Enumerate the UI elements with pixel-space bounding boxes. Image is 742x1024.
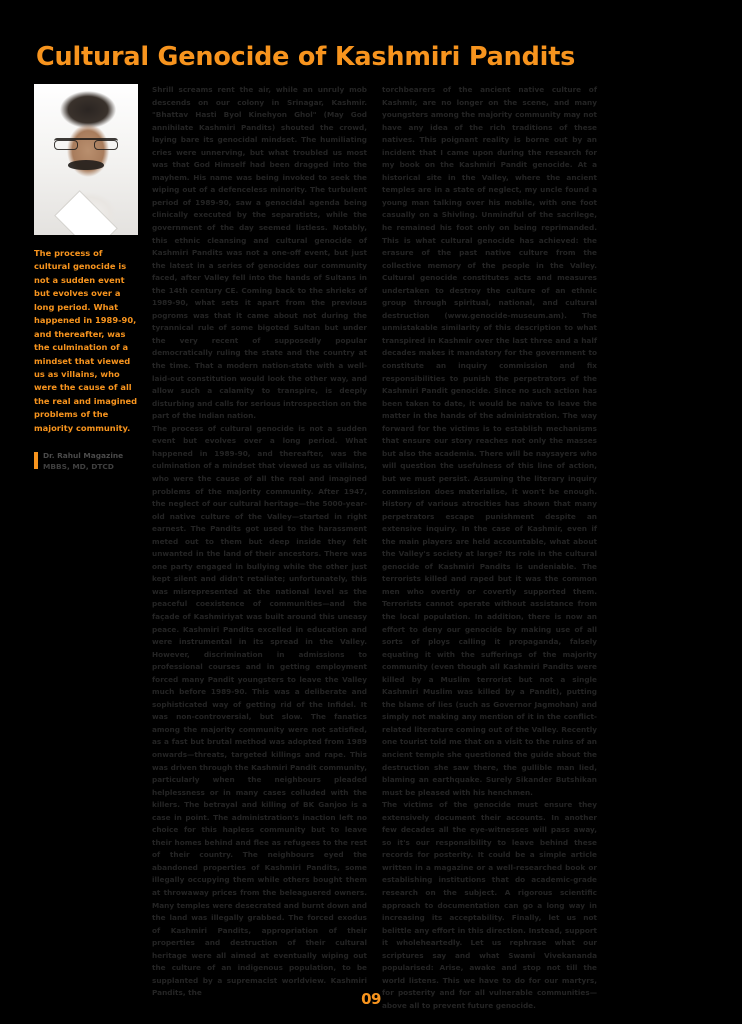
byline-accent-bar [34, 452, 38, 469]
author-name: Dr. Rahul Magazine [43, 451, 124, 461]
author-portrait-image [34, 84, 138, 235]
author-sidebar [34, 84, 138, 473]
author-credentials: MBBS, MD, DTCD [43, 461, 114, 471]
body-column-right [382, 84, 597, 1012]
paragraph: torchbearers of the ancient native culture of Kashmir, are no longer on the scene, and many youngsters among the majority community may not have any idea of the rich traditions of these natives. This poignant reality is borne out by an incident that I came upon during the research for my book on the Kashmiri Pandit genocide. At a historical site in the Valley, where the ancient temples are in a state of neglect, my uncle found a young man talking over his mobile, with one foot casually on a Shivling. Unmindful of the sacrilege, he remained his foot only on being reprimanded. This is what cultural genocide has achieved: the erasure of the past native culture from the collective memory of the people in the Valley. Cultural genocide constitutes acts and measures undertaken to destroy the culture of an ethnic group through spiritual, national, and cultural destruction (www.genocide-museum.am). The unmistakable similarity of this description to what transpired in Kashmir over the last three and a half decades makes it mandatory for the government to constitute an inquiry commission and fix responsibilities to punish the perpetrators of the Kashmiri Pandit genocide. Since no such action has been taken to date, it would be naïve to leave the matter in the hands of the administration. The way forward for the victims is to establish mechanisms that ensure our story reaches not only the masses but also the academia. There will be naysayers who will question the usefulness of this line of action, but we must persist. Assuming the literary inquiry commission does materialise, it won't be enough. History of various atrocities has shown that many perpetrators escape punishment despite an extensive inquiry. In the case of Kashmir, even if the main players are held accountable, what about the Valley's society at large? Its role in the cultural genocide of Kashmiri Pandits is undeniable. The terrorists killed and raped but it was the common men who overtly or covertly supported them. Terrorists cannot operate without assistance from the local population. In addition, there is now an effort to deny our genocide by making use of all sorts of ploys calling it propaganda, falsely equating it with the sufferings of the majority community (even though all Kashmiri Pandits were killed by a Muslim terrorist but not a single Kashmiri Muslim was killed by a Pandit), putting the blame of lies (such as Governor Jagmohan) and simply not making any mention of it in the conflict-related literature coming out of the Valley. Recently one tourist told me that on a visit to the ruins of an ancient temple she questioned the guide about the destruction she saw there, the gullible man lied, blaming an earthquake. Surely Sikander Butshikan must be pleased with his henchmen. [382, 85, 597, 797]
paragraph: The process of cultural genocide is not a sudden event but evolves over a long period. What happened in 1989-90, and thereafter, was the culmination of a mindset that viewed us as villains, who were the cause of all the real and imagined problems of the majority community. After 1947, the neglect of our cultural heritage—the 5000-year-old native culture of the Valley—started in right earnest. The Pandits got used to the harassment meted out to them but deep inside they felt unwanted in the land of their ancestors. There was one party engaged in bullying while the other just kept silent and didn't retaliate; unfortunately, this was misrepresented at the national level as the peaceful coexistence of communities—and the façade of Kashmiriyat was built around this uneasy peace. Kashmiri Pandits excelled in education and were instrumental in its spread in the Valley. However, discrimination in admissions to professional courses and in getting employment forced many Pandit youngsters to leave the Valley much before 1989-90. This was a deliberate and sophisticated way of getting rid of the Infidel. It was non-controversial, but slow. The fanatics among the majority community were not satisfied, as a fast but brutal method was adopted from 1989 onwards—threats, targeted killings and rape. This was driven through the Kashmiri Pandit community, particularly when the neighbours pleaded helplessness or in many cases colluded with the killers. The betrayal and killing of BK Ganjoo is a case in point. The administration's inaction left no choice for this hapless community but to leave their homes behind and flee as refugees to the rest of their country. The neighbours eyed the abandoned properties of Kashmiri Pandits, some illegally occupying them while others bought them at throwaway prices from the beleaguered owners. Many temples were desecrated and burnt down and the land was illegally grabbed. The forced exodus of Kashmiri Pandits, appropriation of their properties and destruction of their cultural heritage were all aimed at eventually wiping out the culture of an indigenous population, to be supplanted by a supremacist worldview. Kashmiri Pandits, the [152, 423, 367, 998]
moustache-shape [68, 160, 104, 170]
pull-quote: The process of cultural genocide is not a sudden event but evolves over a long period. What happened in 1989-90, and thereafter, was the culmination of a mindset that viewed us as villains, who were the cause of all the real and imagined problems of the majority community. [34, 248, 138, 433]
paragraph: Shrill screams rent the air, while an unruly mob descends on our colony in Srinagar, Kashmir. "Bhattav Hasti Byol Kinehyon Ghol" (May God annihilate Kashmiri Pandits) shouted the crowd, laying bare its genocidal mindset. The humiliating cries were unnerving, but what troubled us most was that God Himself had been dragged into the mayhem. His name was being invoked to seek the wiping out of a defenceless minority. The turbulent period of 1989-90, saw a genocidal agenda being clinically executed by the separatists, while the government of the day seemed listless. Notably, this ethnic cleansing and cultural genocide of Kashmiri Pandits was not a one-off event, but just the latest in a series of genocides our community faced, after Valley fell into the hands of Sultans in the 14th century CE. Coming back to the shrieks of 1989-90, what sets it apart from the previous pogroms was that it came about not during the tyrannical rule of some bigoted Sultan but under the very recent of supposedly popular democratically ruling the state and the country at the time. That a modern nation-state with a well-laid-out constitution would look the other way, and allow such a calamity to transpire, is deeply disturbing and calls for serious introspection on the part of the Indian nation. [152, 85, 367, 421]
paragraph: The victims of the genocide must ensure they extensively document their accounts. In another few decades all the eye-witnesses will pass away, so it's our responsibility to leave behind these records for posterity. It could be a simple article written in a magazine or a well-researched book or establishing institutions that do academic-grade research on the subject. A rigorous scientific approach to documentation can go a long way in increasing its acceptability. Finally, let us not belittle any effort in this direction. Instead, support it wholeheartedly. Let us rephrase what our scriptures say and what Swami Vivekananda popularised: Arise, awake and stop not till the world listens. This we have to do for our martyrs, for posterity and for all vulnerable communities—above all to prevent future genocide. [382, 800, 597, 1010]
author-byline [34, 451, 138, 472]
page-title: Cultural Genocide of Kashmiri Pandits [36, 42, 576, 73]
shirt-collar-shape [56, 192, 117, 235]
body-column-left [152, 84, 367, 1000]
page-number: 09 [361, 990, 381, 1008]
glasses-icon [54, 138, 118, 151]
